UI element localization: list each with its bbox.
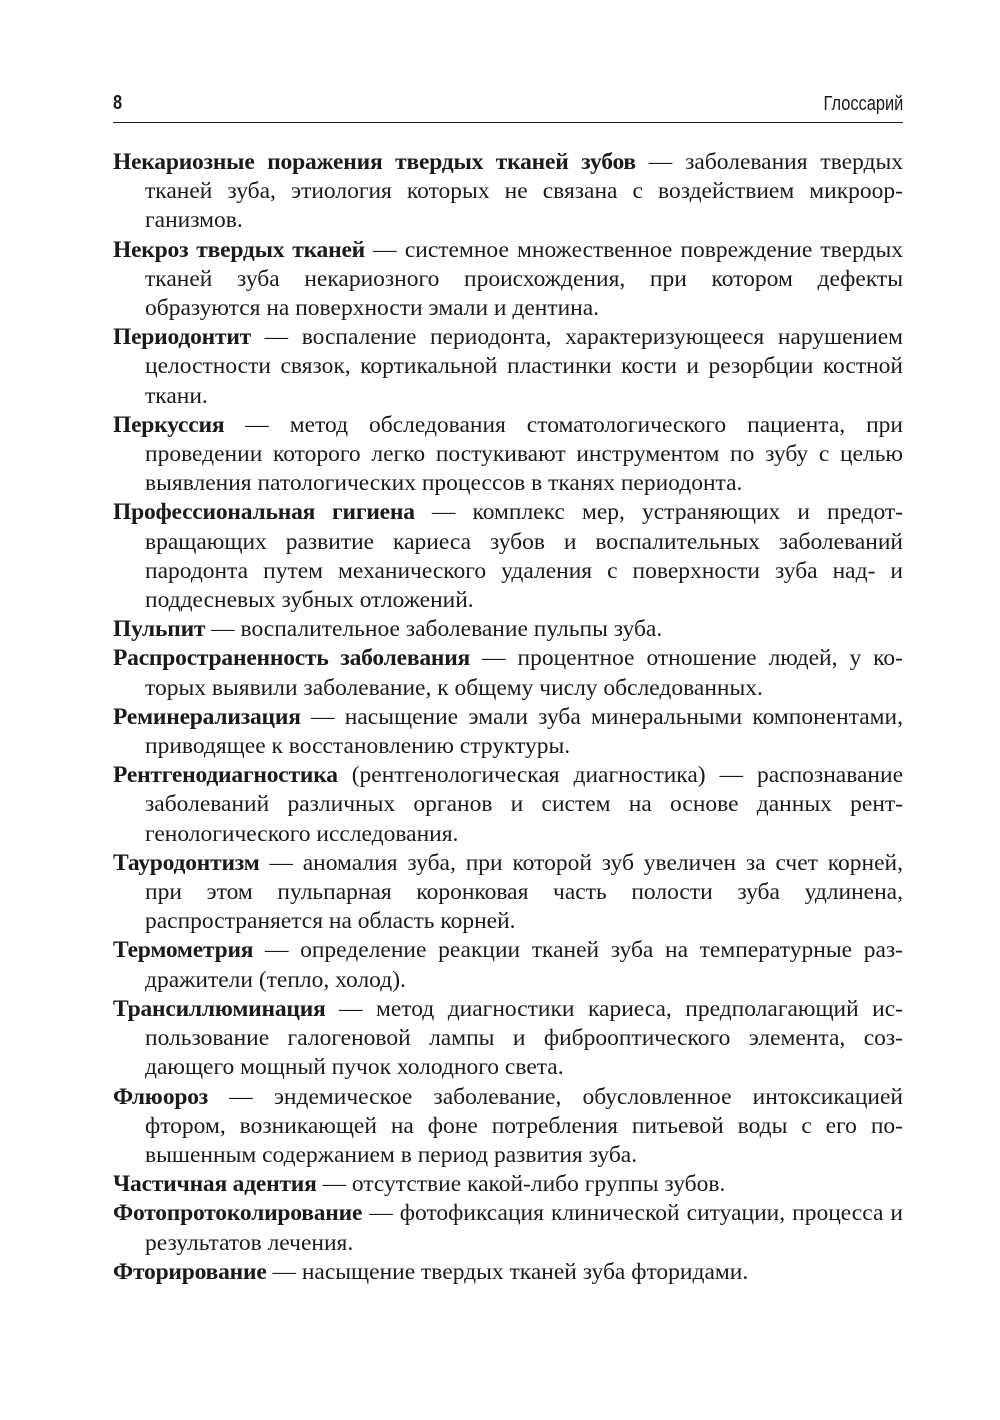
glossary-definition: насыщение эмали зуба минеральными компонентами, приводящее к восстановлению структуры.: [145, 703, 904, 760]
page-header: [113, 90, 903, 123]
glossary-entry: Флюороз — эндемическое заболевание, обусловленное интоксикацией фтором, возникающей на фоне потребления питьевой воды с его повышенным содержанием в период развития зуба.: [113, 1083, 904, 1168]
glossary-definition: насыщение твердых тканей зуба фторидами.: [301, 1258, 749, 1285]
glossary-term: Профессиональная гигиена: [113, 499, 415, 526]
glossary-term: Пульпит: [113, 616, 206, 643]
glossary-entry: Пульпит — воспалительное заболевание пульпы зуба.: [113, 616, 663, 643]
glossary-definition: метод диагностики кариеса, предполагающий использование галогеновой лампы и фиброоптического элемента, создающего мощный пучок холодного света.: [145, 995, 903, 1081]
glossary-entries: [113, 148, 903, 1287]
glossary-entry: [113, 761, 903, 849]
glossary-entry: Термометрия — определение реакции тканей зуба на температурные раздражители (тепло, холод).: [113, 937, 903, 993]
glossary-term: Частичная адентия: [113, 1171, 317, 1198]
glossary-definition: процентное отношение людей, у которых выявили заболевание, к общему числу обследованных.: [145, 645, 903, 701]
glossary-term: Фотопротоколирование: [113, 1200, 363, 1227]
glossary-term: Трансиллюминация: [113, 995, 326, 1022]
glossary-definition: аномалия зуба, при которой зуб увеличен за счет корней, при этом пульпарная коронковая часть полости зуба удлинена, распространяется на область корней.: [145, 849, 903, 935]
glossary-term: Реминерализация: [113, 703, 301, 730]
glossary-definition: эндемическое заболевание, обусловленное интоксикацией фтором, возникающей на фоне потребления питьевой воды с его повышенным содержанием в период развития зуба.: [145, 1083, 904, 1168]
glossary-entry: Перкуссия — метод обследования стоматологического пациента, при проведении которого легко постукивают инструментом по зубу с целью выявления патологических процессов в тканях периодонта.: [113, 411, 904, 497]
glossary-entry: Фторирование — насыщение твердых тканей зуба фторидами.: [113, 1258, 749, 1285]
glossary-entry: Трансиллюминация — метод диагностики кариеса, предполагающий использование галогеновой лампы и фиброоптического элемента, создающего мощный пучок холодного света.: [113, 995, 903, 1081]
glossary-entry: Периодонтит — воспаление периодонта, характеризующееся нарушением целостности связок, кортикальной пластинки кости и резорбции костной ткани.: [113, 324, 903, 409]
glossary-entry: Профессиональная гигиена — комплекс мер, устраняющих и предотвращающих развитие кариеса зубов и воспалительных заболеваний пародонта путем механического удаления с поверхности зуба над- и поддесневых зубных отложений.: [113, 499, 903, 614]
glossary-entry: Фотопротоколирование — фотофиксация клинической ситуации, процесса и результатов лечения.: [113, 1200, 903, 1256]
glossary-term: Некариозные поражения твердых тканей зубов: [113, 149, 636, 175]
glossary-definition: отсутствие какой-либо группы зубов.: [351, 1171, 726, 1198]
glossary-entry: Некроз твердых тканей — системное множественное повреждение твердых тканей зуба некариозного происхождения, при котором дефекты образуются на поверхности эмали и дентина.: [113, 236, 904, 322]
glossary-term: Тауродонтизм: [113, 849, 260, 876]
glossary-definition: комплекс мер, устраняющих и предотвращающих развитие кариеса зубов и воспалительных заболеваний пародонта путем механического удаления с поверхности зуба над- и поддесневых зубных отложений.: [145, 499, 903, 614]
glossary-entry: Частичная адентия — отсутствие какой-либо группы зубов.: [113, 1171, 726, 1198]
glossary-entry: Реминерализация — насыщение эмали зуба минеральными компонентами, приводящее к восстановлению структуры.: [113, 703, 904, 760]
glossary-term: Фторирование: [113, 1258, 267, 1285]
glossary-definition: (рентгенологическая диагностика) — распознавание заболеваний различных органов и систем на основе данных рентгенологического исследования.: [145, 762, 903, 847]
glossary-definition: фотофиксация клинической ситуации, процесса и результатов лечения.: [145, 1200, 903, 1256]
page-number: 8: [113, 92, 122, 114]
glossary-term: Флюороз: [113, 1083, 209, 1110]
glossary-term: Рентгенодиагностика: [113, 762, 338, 789]
glossary-definition: системное множественное повреждение твердых тканей зуба некариозного происхождения, при котором дефекты образуются на поверхности эмали и дентина.: [145, 236, 904, 322]
glossary-definition: воспалительное заболевание пульпы зуба.: [240, 616, 663, 643]
glossary-term: Перкуссия: [113, 411, 225, 438]
glossary-entry: Распространенность заболевания — процентное отношение людей, у которых выявили заболевание, к общему числу обследованных.: [113, 645, 903, 701]
glossary-definition: определение реакции тканей зуба на температурные раздражители (тепло, холод).: [145, 937, 903, 993]
glossary-definition: метод обследования стоматологического пациента, при проведении которого легко постукивают инструментом по зубу с целью выявления патологических процессов в тканях периодонта.: [145, 411, 904, 497]
glossary-definition: заболевания твердых тканей зуба, этиология которых не связана с воздействием микроорганизмов.: [145, 149, 904, 234]
glossary-term: Распространенность заболевания: [113, 645, 471, 672]
glossary-entry: Тауродонтизм — аномалия зуба, при которой зуб увеличен за счет корней, при этом пульпарная коронковая часть полости зуба удлинена, распространяется на область корней.: [113, 849, 903, 935]
glossary-term: Периодонтит: [113, 324, 251, 351]
section-title: Глоссарий: [823, 93, 903, 115]
glossary-term: Некроз твердых тканей: [113, 236, 366, 263]
glossary-definition: воспаление периодонта, характеризующееся нарушением целостности связок, кортикальной пластинки кости и резорбции костной ткани.: [145, 324, 903, 409]
glossary-term: Термометрия: [113, 937, 254, 964]
glossary-entry: Некариозные поражения твердых тканей зубов — заболевания твердых тканей зуба, этиология которых не связана с воздействием микроорганизмов.: [113, 149, 904, 234]
